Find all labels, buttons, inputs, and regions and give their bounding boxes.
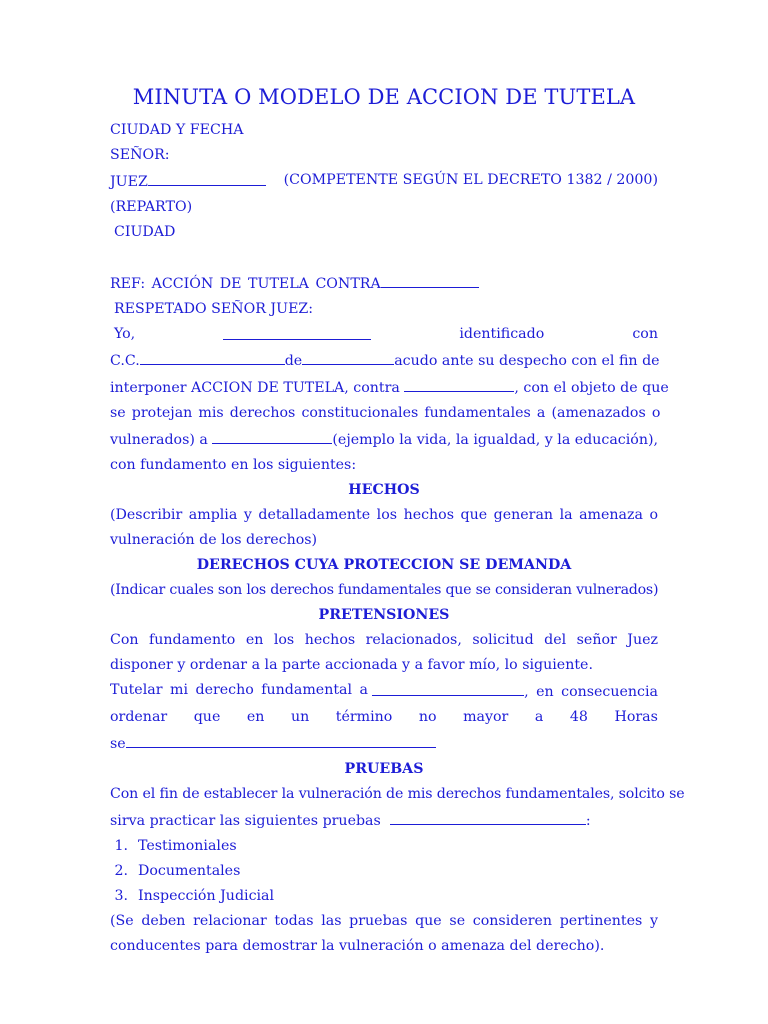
derecho-blank	[212, 426, 332, 444]
pruebas-heading: PRUEBAS	[344, 761, 424, 777]
pruebas-text: Con el fin de establecer la vulneración de mis derechos fundamentales, solcito se	[110, 786, 685, 802]
sirva-line	[110, 807, 658, 834]
tutelar-line	[110, 678, 658, 705]
cc-blank	[140, 347, 285, 365]
interponer-text: interponer ACCION DE TUTELA, contra	[110, 380, 400, 396]
ciudad-fecha: CIUDAD Y FECHA	[110, 122, 244, 138]
tutelar-text: Tutelar mi derecho fundamental a	[110, 682, 368, 698]
list-item-label: Documentales	[138, 863, 241, 879]
protejan-line: se protejan mis derechos constitucionales fundamentales a (amenazados o	[110, 405, 661, 421]
vulnerados-line	[110, 426, 658, 453]
colon-text: :	[585, 813, 591, 829]
ordenar-word: ordenar	[110, 709, 168, 725]
derechos-heading: DERECHOS CUYA PROTECCION SE DEMANDA	[196, 557, 572, 573]
ref-text: REF: ACCIÓN DE TUTELA CONTRA	[110, 276, 381, 292]
list-item-number: 1.	[114, 838, 128, 854]
identificado-text: identificado	[459, 326, 545, 342]
vulnerados-text: vulnerados) a	[110, 432, 208, 448]
de-text: de	[284, 353, 303, 369]
ciudad-line: CIUDAD	[114, 224, 176, 240]
tutelar-blank	[372, 678, 524, 696]
cc-text: C.C.	[110, 353, 140, 369]
se-line	[110, 730, 658, 757]
ordenar-word: un	[290, 709, 310, 725]
pruebas-nota: (Se deben relacionar todas las pruebas que se consideren pertinentes y conducentes para demostrar la vulneración o amenaza del derecho).	[110, 913, 658, 954]
ref-line	[110, 270, 658, 297]
saludo-line: RESPETADO SEÑOR JUEZ:	[114, 301, 314, 317]
hechos-text: (Describir amplia y detalladamente los hechos que generan la amenaza o vulneración de los derechos)	[110, 507, 658, 548]
objeto-text: , con el objeto de que	[514, 380, 669, 396]
ordenar-word: a	[534, 709, 544, 725]
fundamento-line: con fundamento en los siguientes:	[110, 457, 357, 473]
pruebas-blank	[390, 807, 586, 825]
consecuencia-text: , en consecuencia	[524, 684, 658, 700]
list-item-number: 3.	[114, 888, 128, 904]
sirva-text: sirva practicar las siguientes pruebas	[110, 813, 381, 829]
contra-blank	[404, 374, 514, 392]
list-item	[110, 884, 658, 909]
list-item-label: Testimoniales	[138, 838, 237, 854]
yo-text: Yo,	[114, 326, 136, 342]
document-page	[110, 82, 685, 959]
ordenar-word: término	[335, 709, 393, 725]
ordenar-line	[110, 705, 658, 730]
ordenar-word: mayor	[463, 709, 509, 725]
ordenar-word: 48	[569, 709, 588, 725]
competente-text: (COMPETENTE SEGÚN EL DECRETO 1382 / 2000)	[283, 172, 658, 188]
ref-blank	[381, 270, 479, 288]
pruebas-list	[110, 834, 658, 909]
list-item-number: 2.	[114, 863, 128, 879]
derechos-text: (Indicar cuales son los derechos fundamentales que se consideran vulnerados)	[110, 582, 659, 598]
juez-blank	[148, 168, 266, 186]
pretensiones-text: Con fundamento en los hechos relacionados, solicitud del señor Juez disponer y ordenar a la parte accionada y a favor mío, lo siguiente.	[110, 632, 658, 673]
yo-line	[110, 322, 658, 347]
con-text: con	[632, 326, 658, 342]
interponer-line	[110, 374, 669, 401]
se-blank	[126, 730, 436, 748]
list-item	[110, 859, 658, 884]
ejemplo-text: (ejemplo la vida, la igualdad, y la educación),	[332, 432, 659, 448]
juez-line	[110, 168, 658, 195]
list-item-label: Inspección Judicial	[138, 888, 275, 904]
cc-line	[110, 347, 658, 374]
document-title: MINUTA O MODELO DE ACCION DE TUTELA	[132, 85, 636, 109]
ordenar-word: que	[193, 709, 221, 725]
senor-line: SEÑOR:	[110, 147, 170, 163]
se-text: se	[110, 736, 126, 752]
nombre-blank	[223, 322, 371, 340]
ordenar-word: en	[246, 709, 265, 725]
ordenar-word: no	[418, 709, 437, 725]
ordenar-word: Horas	[614, 709, 658, 725]
hechos-heading: HECHOS	[348, 482, 420, 498]
list-item	[110, 834, 658, 859]
pretensiones-heading: PRETENSIONES	[318, 607, 450, 623]
juez-label: JUEZ	[110, 174, 148, 190]
acudo-text: acudo ante su despecho con el fin de	[394, 353, 660, 369]
de-blank	[302, 347, 394, 365]
reparto-line: (REPARTO)	[110, 199, 193, 215]
